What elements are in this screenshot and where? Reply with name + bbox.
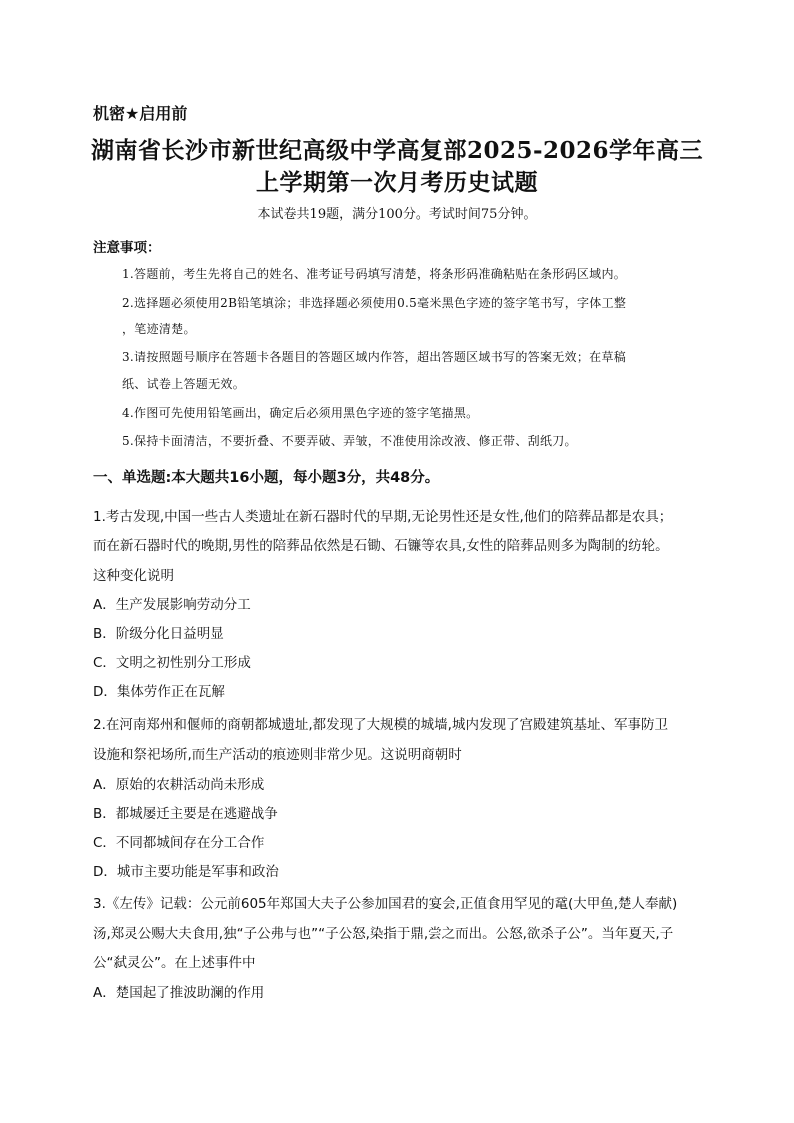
question-1-option-a: A．生产发展影响劳动分工 [93, 597, 251, 613]
question-2-stem: 设施和祭祀场所,而生产活动的痕迹则非常少见。这说明商朝时 [93, 747, 462, 763]
section-heading: 一、单选题:本大题共16小题，每小题3分，共48分。 [93, 470, 440, 486]
question-1-stem: 1.考古发现,中国一些古人类遗址在新石器时代的早期,无论男性还是女性,他们的陪葬品都是农具； [93, 509, 673, 525]
question-1-option-b: B．阶级分化日益明显 [93, 626, 224, 642]
question-2-option-a: A．原始的农耕活动尚未形成 [93, 777, 265, 793]
confidential-mark: 机密★启用前 [93, 104, 188, 123]
notice-line: ，笔迹清楚。 [122, 322, 196, 336]
notice-line: 纸、试卷上答题无效。 [122, 377, 246, 391]
question-2-option-d: D．城市主要功能是军事和政治 [93, 864, 279, 880]
question-2-option-b: B．都城屡迁主要是在逃避战争 [93, 806, 278, 822]
question-2-stem: 2.在河南郑州和偃师的商朝都城遗址,都发现了大规模的城墙,城内发现了宫殿建筑基址、军事防卫 [93, 717, 668, 733]
notice-line: 4.作图可先使用铅笔画出，确定后必须用黑色字迹的签字笔描黑。 [122, 406, 479, 420]
question-3-stem: 3.《左传》记载：公元前605年郑国大夫子公参加国君的宴会,正值食用罕见的鼋(大甲鱼,楚人奉献) [93, 896, 678, 912]
question-1-option-c: C．文明之初性别分工形成 [93, 655, 251, 671]
question-3-stem: 公“弑灵公”。在上述事件中 [93, 955, 256, 971]
question-1-stem: 这种变化说明 [93, 568, 174, 584]
notice-heading: 注意事项： [93, 240, 161, 256]
notice-line: 5.保持卡面清洁，不要折叠、不要弄破、弄皱，不准使用涂改液、修正带、刮纸刀。 [122, 434, 577, 448]
question-1-option-d: D．集体劳作正在瓦解 [93, 684, 225, 700]
notice-line: 3.请按照题号顺序在答题卡各题目的答题区域内作答，超出答题区域书写的答案无效；在草稿 [122, 350, 627, 364]
exam-title-line-1: 湖南省长沙市新世纪高级中学高复部2025-2026学年高三 [90, 137, 704, 164]
question-3-option-a: A．楚国起了推波助澜的作用 [93, 985, 265, 1001]
exam-info: 本试卷共19题，满分100分。考试时间75分钟。 [257, 207, 537, 222]
notice-line: 1.答题前，考生先将自己的姓名、准考证号码填写清楚，将条形码准确粘贴在条形码区域内。 [122, 267, 627, 281]
question-2-option-c: C．不同都城间存在分工合作 [93, 835, 265, 851]
notice-line: 2.选择题必须使用2B铅笔填涂；非选择题必须使用0.5毫米黑色字迹的签字笔书写，字体工整 [122, 296, 627, 310]
question-3-stem: 汤,郑灵公赐大夫食用,独“子公弗与也”“子公怒,染指于鼎,尝之而出。公怒,欲杀子公”。当年夏天,子 [93, 926, 674, 942]
exam-title-line-2: 上学期第一次月考历史试题 [256, 169, 538, 196]
question-1-stem: 而在新石器时代的晚期,男性的陪葬品依然是石锄、石镰等农具,女性的陪葬品则多为陶制的纺轮。 [93, 538, 669, 554]
